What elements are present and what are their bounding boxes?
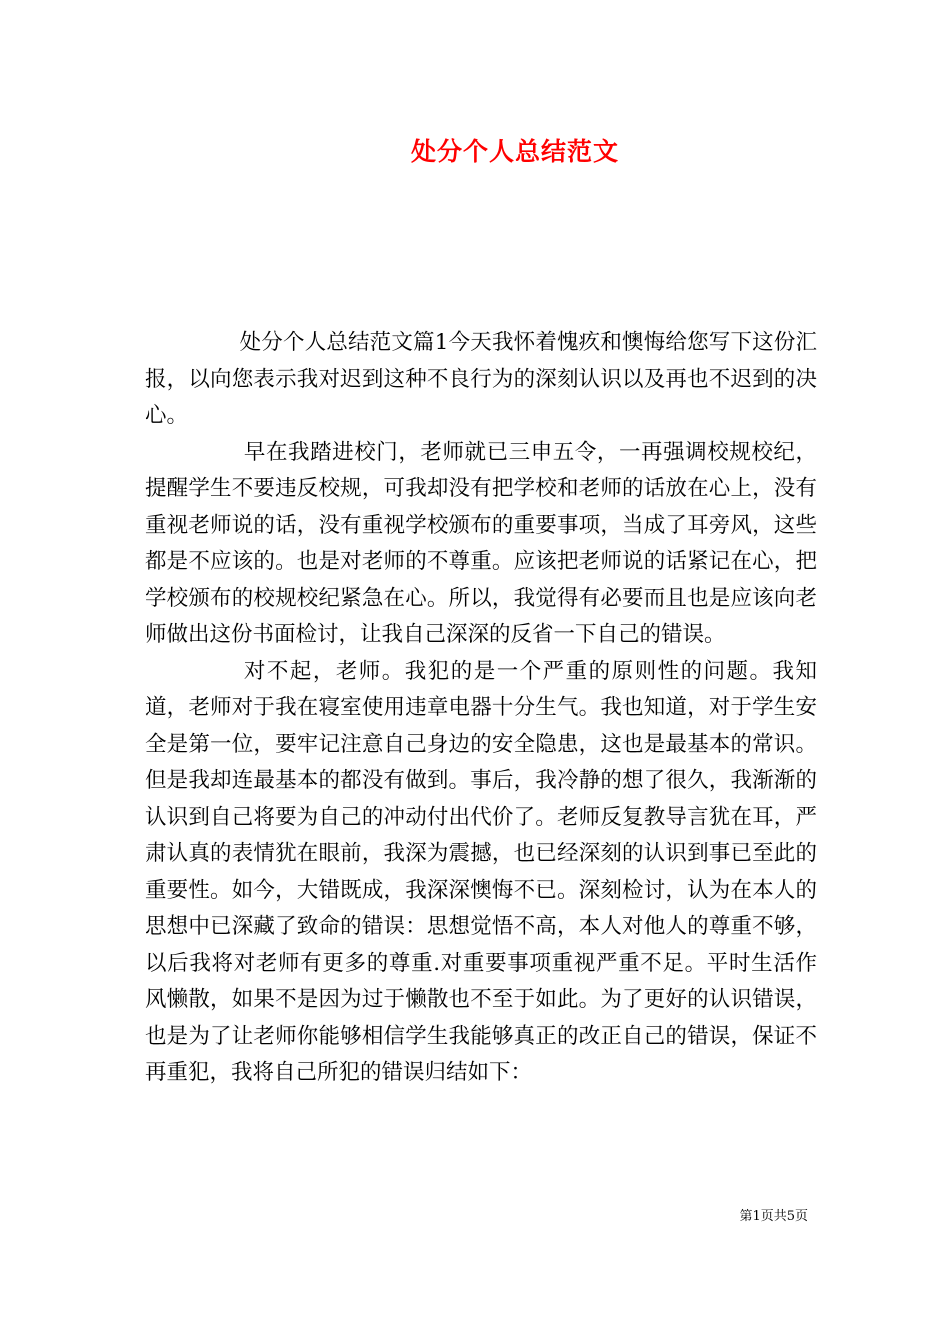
document-title: 处分个人总结范文 [410,137,619,166]
paragraph-2: 早在我踏进校门，老师就已三申五令，一再强调校规校纪，提醒学生不要违反校规，可我却没有把学校和老师的话放在心上，没有重视老师说的话，没有重视学校颁布的重要事项，当成了耳旁风，这些都是不应该的。也是对老师的不尊重。应该把老师说的话紧记在心，把学校颁布的校规校纪紧急在心。所以，我觉得有必要而且也是应该向老师做出这份书面检讨，让我自己深深的反省一下自己的错误。 [145,439,817,647]
paragraph-1: 处分个人总结范文篇1今天我怀着愧疚和懊悔给您写下这份汇报，以向您表示我对迟到这种不良行为的深刻认识以及再也不迟到的决心。 [145,330,817,428]
page-number: 第1页共5页 [739,1209,808,1224]
document-body [145,325,817,1092]
paragraph-3: 对不起，老师。我犯的是一个严重的原则性的问题。我知道，老师对于我在寝室使用违章电器十分生气。我也知道，对于学生安全是第一位，要牢记注意自己身边的安全隐患，这也是最基本的常识。但是我却连最基本的都没有做到。事后，我冷静的想了很久，我渐渐的认识到自己将要为自己的冲动付出代价了。老师反复教导言犹在耳，严肃认真的表情犹在眼前，我深为震撼，也已经深刻的认识到事已至此的重要性。如今，大错既成，我深深懊悔不已。深刻检讨，认为在本人的思想中已深藏了致命的错误：思想觉悟不高，本人对他人的尊重不够，以后我将对老师有更多的尊重.对重要事项重视严重不足。平时生活作风懒散，如果不是因为过于懒散也不至于如此。为了更好的认识错误，也是为了让老师你能够相信学生我能够真正的改正自己的错误，保证不再重犯，我将自己所犯的错误归结如下： [145,658,817,1085]
